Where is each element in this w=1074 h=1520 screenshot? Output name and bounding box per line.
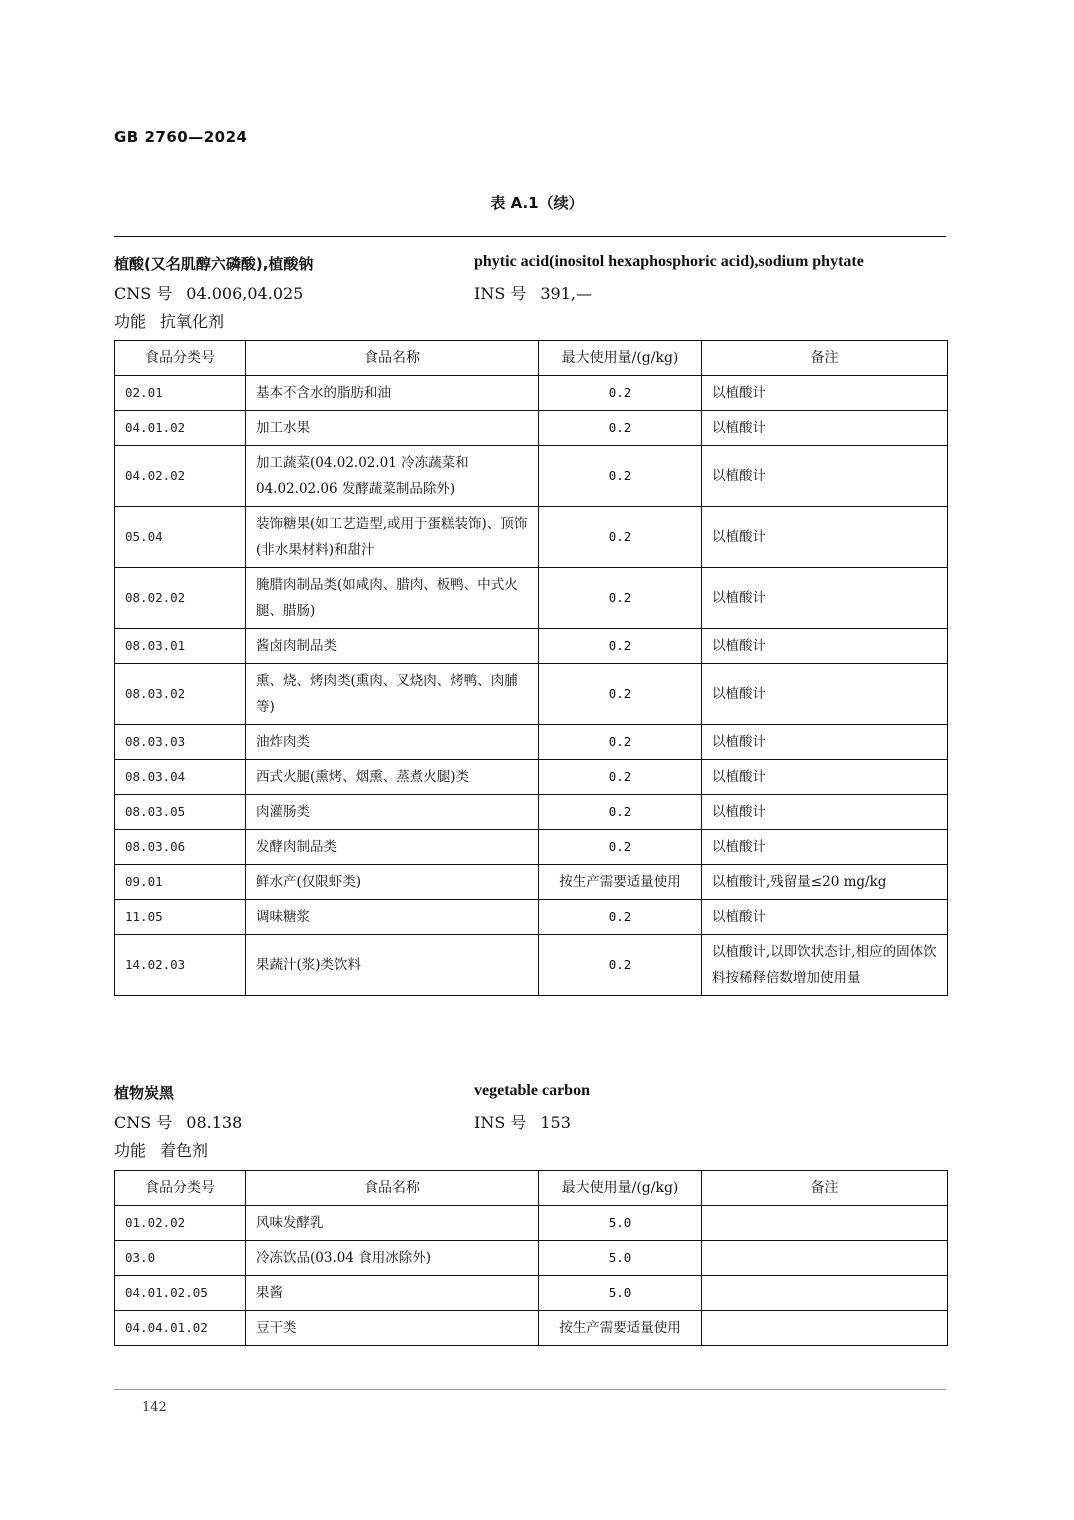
additive1-function-label: 功能 <box>114 312 147 331</box>
category-code-cell: 08.02.02 <box>115 568 246 629</box>
footer-rule <box>114 1389 946 1390</box>
note-cell <box>702 1311 948 1346</box>
additive2-name-en: vegetable carbon <box>474 1082 590 1099</box>
food-name-cell: 西式火腿(熏烤、烟熏、蒸煮火腿)类 <box>246 760 539 795</box>
max-usage-cell: 5.0 <box>539 1241 702 1276</box>
max-usage-cell: 0.2 <box>539 376 702 411</box>
additive1-cns-label: CNS 号 <box>114 284 173 303</box>
food-name-cell: 果酱 <box>246 1276 539 1311</box>
note-cell: 以植酸计 <box>702 411 948 446</box>
page-number: 142 <box>142 1400 167 1415</box>
category-code-cell: 08.03.01 <box>115 629 246 664</box>
additive1-name-cn: 植酸(又名肌醇六磷酸),植酸钠 <box>114 255 314 273</box>
category-code-cell: 01.02.02 <box>115 1206 246 1241</box>
food-name-cell: 冷冻饮品(03.04 食用冰除外) <box>246 1241 539 1276</box>
category-code-cell: 08.03.05 <box>115 795 246 830</box>
table-caption: 表 A.1（续） <box>490 194 584 212</box>
food-name-cell: 发酵肉制品类 <box>246 830 539 865</box>
note-cell: 以植酸计 <box>702 664 948 725</box>
note-cell <box>702 1276 948 1311</box>
food-name-cell: 果蔬汁(浆)类饮料 <box>246 935 539 996</box>
category-code-cell: 08.03.04 <box>115 760 246 795</box>
additive1-table <box>114 340 948 996</box>
table-row <box>115 1311 948 1346</box>
max-usage-cell: 0.2 <box>539 725 702 760</box>
table-row <box>115 760 948 795</box>
note-cell: 以植酸计,以即饮状态计,相应的固体饮料按稀释倍数增加使用量 <box>702 935 948 996</box>
food-name-cell: 调味糖浆 <box>246 900 539 935</box>
category-code-cell: 02.01 <box>115 376 246 411</box>
table-row <box>115 865 948 900</box>
table-row <box>115 1276 948 1311</box>
max-usage-cell: 0.2 <box>539 568 702 629</box>
food-name-cell: 风味发酵乳 <box>246 1206 539 1241</box>
col-header-max: 最大使用量/(g/kg) <box>539 1171 702 1206</box>
col-header-note: 备注 <box>702 1171 948 1206</box>
col-header-category: 食品分类号 <box>115 1171 246 1206</box>
additive2-ins-value: 153 <box>540 1113 571 1132</box>
max-usage-cell: 0.2 <box>539 900 702 935</box>
note-cell <box>702 1241 948 1276</box>
table-row <box>115 830 948 865</box>
standard-code: GB 2760—2024 <box>114 128 248 146</box>
max-usage-cell: 0.2 <box>539 507 702 568</box>
additive2-function-value: 着色剂 <box>160 1141 209 1160</box>
max-usage-cell: 0.2 <box>539 935 702 996</box>
category-code-cell: 04.01.02 <box>115 411 246 446</box>
table-row <box>115 900 948 935</box>
table-row <box>115 795 948 830</box>
category-code-cell: 14.02.03 <box>115 935 246 996</box>
category-code-cell: 08.03.03 <box>115 725 246 760</box>
additive2-ins-label: INS 号 <box>474 1113 527 1132</box>
food-name-cell: 加工水果 <box>246 411 539 446</box>
category-code-cell: 05.04 <box>115 507 246 568</box>
table-row <box>115 1241 948 1276</box>
food-name-cell: 加工蔬菜(04.02.02.01 冷冻蔬菜和04.02.02.06 发酵蔬菜制品除外) <box>246 446 539 507</box>
additive2-cns-label: CNS 号 <box>114 1113 173 1132</box>
food-name-cell: 装饰糖果(如工艺造型,或用于蛋糕装饰)、顶饰(非水果材料)和甜汁 <box>246 507 539 568</box>
table-row <box>115 664 948 725</box>
category-code-cell: 03.0 <box>115 1241 246 1276</box>
note-cell: 以植酸计 <box>702 725 948 760</box>
food-name-cell: 熏、烧、烤肉类(熏肉、叉烧肉、烤鸭、肉脯等) <box>246 664 539 725</box>
food-name-cell: 基本不含水的脂肪和油 <box>246 376 539 411</box>
additive1-function-value: 抗氧化剂 <box>160 312 225 331</box>
note-cell: 以植酸计 <box>702 830 948 865</box>
max-usage-cell: 5.0 <box>539 1276 702 1311</box>
additive2-header <box>114 1082 946 1166</box>
table-row <box>115 446 948 507</box>
max-usage-cell: 5.0 <box>539 1206 702 1241</box>
table-header-row <box>115 341 948 376</box>
additive2-cns-value: 08.138 <box>186 1113 243 1132</box>
max-usage-cell: 0.2 <box>539 411 702 446</box>
note-cell: 以植酸计 <box>702 795 948 830</box>
category-code-cell: 08.03.06 <box>115 830 246 865</box>
max-usage-cell: 按生产需要适量使用 <box>539 1311 702 1346</box>
max-usage-cell: 按生产需要适量使用 <box>539 865 702 900</box>
note-cell: 以植酸计 <box>702 629 948 664</box>
table-row <box>115 935 948 996</box>
table-row <box>115 376 948 411</box>
max-usage-cell: 0.2 <box>539 446 702 507</box>
category-code-cell: 04.04.01.02 <box>115 1311 246 1346</box>
category-code-cell: 09.01 <box>115 865 246 900</box>
note-cell: 以植酸计,残留量≤20 mg/kg <box>702 865 948 900</box>
food-name-cell: 酱卤肉制品类 <box>246 629 539 664</box>
col-header-name: 食品名称 <box>246 341 539 376</box>
max-usage-cell: 0.2 <box>539 629 702 664</box>
additive1-header <box>114 236 946 337</box>
table-row <box>115 568 948 629</box>
food-name-cell: 腌腊肉制品类(如咸肉、腊肉、板鸭、中式火腿、腊肠) <box>246 568 539 629</box>
table-row <box>115 629 948 664</box>
food-name-cell: 鲜水产(仅限虾类) <box>246 865 539 900</box>
note-cell: 以植酸计 <box>702 376 948 411</box>
food-name-cell: 油炸肉类 <box>246 725 539 760</box>
additive1-ins-value: 391,— <box>540 284 592 303</box>
col-header-max: 最大使用量/(g/kg) <box>539 341 702 376</box>
category-code-cell: 11.05 <box>115 900 246 935</box>
additive1-cns-value: 04.006,04.025 <box>186 284 304 303</box>
additive2-name-cn: 植物炭黑 <box>114 1084 175 1102</box>
category-code-cell: 04.01.02.05 <box>115 1276 246 1311</box>
food-name-cell: 肉灌肠类 <box>246 795 539 830</box>
category-code-cell: 04.02.02 <box>115 446 246 507</box>
max-usage-cell: 0.2 <box>539 795 702 830</box>
table-row <box>115 507 948 568</box>
additive1-ins-label: INS 号 <box>474 284 527 303</box>
table-row <box>115 411 948 446</box>
category-code-cell: 08.03.02 <box>115 664 246 725</box>
additive2-table <box>114 1170 948 1346</box>
max-usage-cell: 0.2 <box>539 760 702 795</box>
food-name-cell: 豆干类 <box>246 1311 539 1346</box>
table-header-row <box>115 1171 948 1206</box>
note-cell: 以植酸计 <box>702 507 948 568</box>
col-header-category: 食品分类号 <box>115 341 246 376</box>
note-cell: 以植酸计 <box>702 568 948 629</box>
note-cell: 以植酸计 <box>702 900 948 935</box>
col-header-note: 备注 <box>702 341 948 376</box>
note-cell <box>702 1206 948 1241</box>
col-header-name: 食品名称 <box>246 1171 539 1206</box>
max-usage-cell: 0.2 <box>539 830 702 865</box>
note-cell: 以植酸计 <box>702 446 948 507</box>
additive2-function-label: 功能 <box>114 1141 147 1160</box>
table-row <box>115 1206 948 1241</box>
table-row <box>115 725 948 760</box>
additive1-name-en: phytic acid(inositol hexaphosphoric acid),sodium phytate <box>474 253 864 270</box>
note-cell: 以植酸计 <box>702 760 948 795</box>
max-usage-cell: 0.2 <box>539 664 702 725</box>
